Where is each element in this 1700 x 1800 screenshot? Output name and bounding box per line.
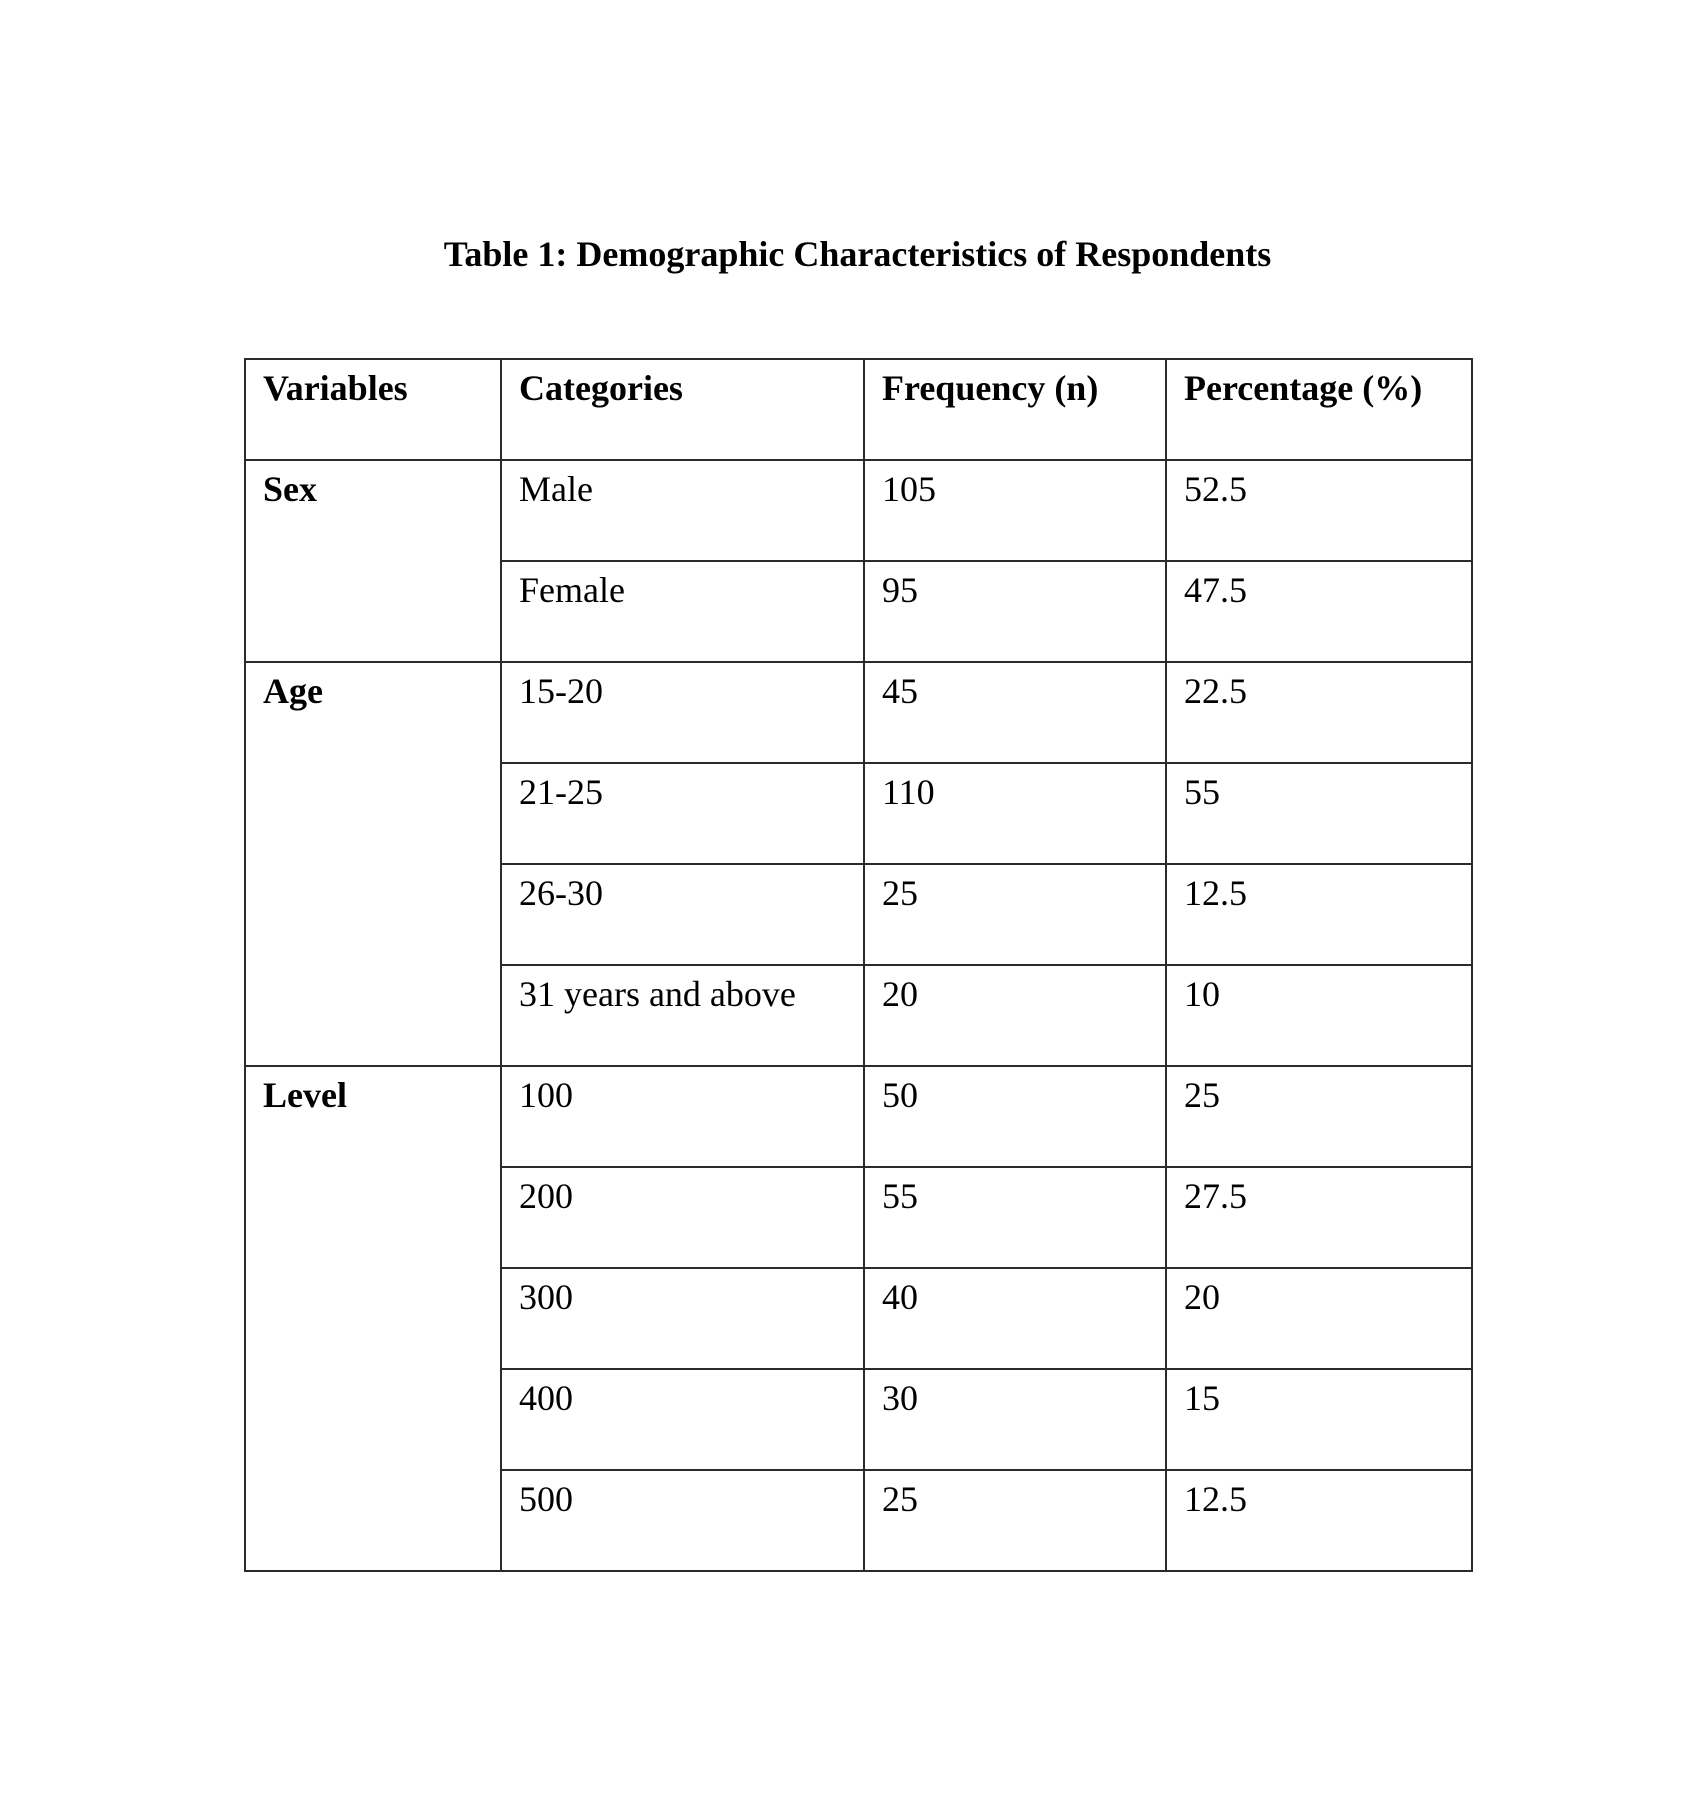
table-title: Table 1: Demographic Characteristics of Respondents [443, 234, 1272, 274]
table-row [245, 460, 1472, 561]
frequency-cell: 30 [864, 1369, 1166, 1470]
percentage-cell: 12.5 [1166, 1470, 1472, 1571]
percentage-cell: 25 [1166, 1066, 1472, 1167]
category-cell: 100 [501, 1066, 864, 1167]
category-cell: 300 [501, 1268, 864, 1369]
table-header-row [245, 359, 1472, 460]
header-variables: Variables [245, 359, 501, 460]
frequency-cell: 40 [864, 1268, 1166, 1369]
frequency-cell: 110 [864, 763, 1166, 864]
percentage-cell: 47.5 [1166, 561, 1472, 662]
frequency-cell: 55 [864, 1167, 1166, 1268]
demographics-table [244, 358, 1473, 1572]
table-row [245, 662, 1472, 763]
table-row [245, 1066, 1472, 1167]
header-frequency: Frequency (n) [864, 359, 1166, 460]
frequency-cell: 20 [864, 965, 1166, 1066]
percentage-cell: 10 [1166, 965, 1472, 1066]
category-cell: 21-25 [501, 763, 864, 864]
percentage-cell: 12.5 [1166, 864, 1472, 965]
frequency-cell: 95 [864, 561, 1166, 662]
percentage-cell: 22.5 [1166, 662, 1472, 763]
category-cell: 500 [501, 1470, 864, 1571]
header-percentage: Percentage (%) [1166, 359, 1472, 460]
category-cell: Male [501, 460, 864, 561]
frequency-cell: 50 [864, 1066, 1166, 1167]
category-cell: 400 [501, 1369, 864, 1470]
variable-cell-level: Level [245, 1066, 501, 1571]
frequency-cell: 25 [864, 1470, 1166, 1571]
variable-cell-age: Age [245, 662, 501, 1066]
frequency-cell: 45 [864, 662, 1166, 763]
percentage-cell: 20 [1166, 1268, 1472, 1369]
percentage-cell: 55 [1166, 763, 1472, 864]
frequency-cell: 105 [864, 460, 1166, 561]
category-cell: 26-30 [501, 864, 864, 965]
category-cell: 31 years and above [501, 965, 864, 1066]
category-cell: 15-20 [501, 662, 864, 763]
percentage-cell: 15 [1166, 1369, 1472, 1470]
category-cell: 200 [501, 1167, 864, 1268]
percentage-cell: 27.5 [1166, 1167, 1472, 1268]
percentage-cell: 52.5 [1166, 460, 1472, 561]
header-categories: Categories [501, 359, 864, 460]
variable-cell-sex: Sex [245, 460, 501, 662]
category-cell: Female [501, 561, 864, 662]
frequency-cell: 25 [864, 864, 1166, 965]
